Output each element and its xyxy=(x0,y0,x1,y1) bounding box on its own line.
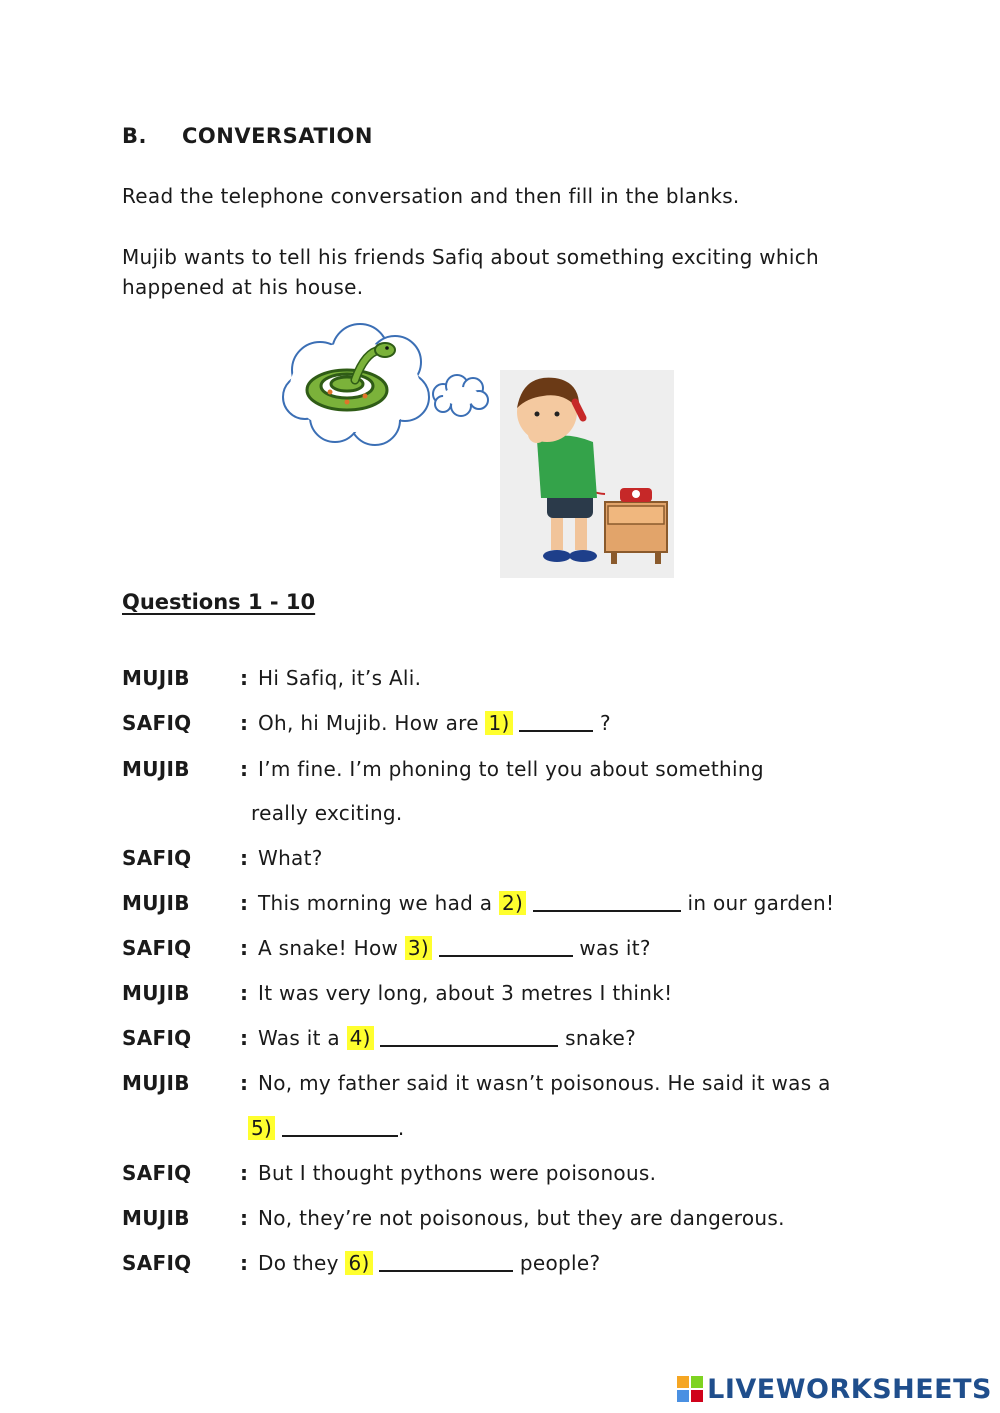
speaker: MUJIB xyxy=(122,1071,190,1095)
dialogue-line-2: SAFIQ : Oh, hi Mujib. How are 1) ? xyxy=(122,707,611,739)
line-text-after: ? xyxy=(599,711,611,735)
dialogue-line-4: SAFIQ : What? xyxy=(122,842,323,874)
question-number: 1) xyxy=(485,711,512,735)
line-text: But I thought pythons were poisonous. xyxy=(258,1161,657,1185)
speaker: MUJIB xyxy=(122,666,190,690)
dialogue-line-9: MUJIB : No, my father said it wasn’t poisonous. He said it was a xyxy=(122,1067,831,1099)
line-text-after: was it? xyxy=(579,936,651,960)
answer-blank-1[interactable] xyxy=(519,710,593,732)
question-number: 4) xyxy=(347,1026,374,1050)
question-number: 6) xyxy=(345,1251,372,1275)
line-text: Do they xyxy=(258,1251,339,1275)
dialogue-line-11: MUJIB : No, they’re not poisonous, but they are dangerous. xyxy=(122,1202,785,1234)
speaker: SAFIQ xyxy=(122,1026,192,1050)
speaker: SAFIQ xyxy=(122,936,192,960)
speaker: SAFIQ xyxy=(122,1251,192,1275)
question-number: 5) xyxy=(248,1116,275,1140)
question-number: 2) xyxy=(499,891,526,915)
context-text: Mujib wants to tell his friends Safiq about something exciting which happened at his house. xyxy=(122,245,820,299)
dialogue-line-8: SAFIQ : Was it a 4) snake? xyxy=(122,1022,636,1054)
line-text: Oh, hi Mujib. How are xyxy=(258,711,479,735)
line-text-after: . xyxy=(397,1116,405,1140)
line-text: What? xyxy=(258,846,323,870)
section-title: CONVERSATION xyxy=(182,124,373,148)
dialogue-line-9-continued xyxy=(248,1112,404,1144)
line-text: A snake! How xyxy=(258,936,399,960)
dialogue-line-10: SAFIQ : But I thought pythons were poisonous. xyxy=(122,1157,656,1189)
speaker: SAFIQ xyxy=(122,846,192,870)
line-text-after: people? xyxy=(519,1251,601,1275)
instruction-text: Read the telephone conversation and then fill in the blanks. xyxy=(122,184,740,208)
liveworksheets-logo[interactable] xyxy=(677,1373,992,1405)
speaker: MUJIB xyxy=(122,891,190,915)
dialogue-line-5: MUJIB : This morning we had a 2) in our garden! xyxy=(122,887,834,919)
line-text: This morning we had a xyxy=(258,891,493,915)
dialogue-line-3-continued: really exciting. xyxy=(251,801,403,825)
line-text: Hi Safiq, it’s Ali. xyxy=(258,666,422,690)
questions-title: Questions 1 - 10 xyxy=(122,590,316,614)
line-text: It was very long, about 3 metres I think! xyxy=(258,981,673,1005)
answer-blank-3[interactable] xyxy=(439,935,573,957)
speaker: MUJIB xyxy=(122,1206,190,1230)
line-text-after: snake? xyxy=(565,1026,637,1050)
dialogue-line-12: SAFIQ : Do they 6) people? xyxy=(122,1247,600,1279)
speaker: MUJIB xyxy=(122,981,190,1005)
dialogue-line-7: MUJIB : It was very long, about 3 metres I think! xyxy=(122,977,672,1009)
answer-blank-6[interactable] xyxy=(379,1250,513,1272)
dialogue-line-6: SAFIQ : A snake! How 3) was it? xyxy=(122,932,651,964)
line-text-after: in our garden! xyxy=(687,891,835,915)
liveworksheets-logo-icon xyxy=(677,1376,703,1402)
logo-text: LIVEWORKSHEETS xyxy=(707,1373,992,1405)
dialogue-line-1: MUJIB : Hi Safiq, it’s Ali. xyxy=(122,662,421,694)
dialogue-line-3: MUJIB : I’m fine. I’m phoning to tell you about something xyxy=(122,753,764,785)
section-letter: B. xyxy=(122,124,147,148)
illustration xyxy=(275,322,675,580)
answer-blank-4[interactable] xyxy=(380,1025,558,1047)
speaker: SAFIQ xyxy=(122,711,192,735)
line-text: No, my father said it wasn’t poisonous. He said it was a xyxy=(258,1071,831,1095)
line-text: Was it a xyxy=(258,1026,340,1050)
line-text: No, they’re not poisonous, but they are dangerous. xyxy=(258,1206,785,1230)
answer-blank-2[interactable] xyxy=(533,890,681,912)
line-text: I’m fine. I’m phoning to tell you about something xyxy=(258,757,764,781)
section-heading xyxy=(122,124,373,148)
answer-blank-5[interactable] xyxy=(282,1115,398,1137)
speaker: SAFIQ xyxy=(122,1161,192,1185)
speaker: MUJIB xyxy=(122,757,190,781)
question-number: 3) xyxy=(405,936,432,960)
